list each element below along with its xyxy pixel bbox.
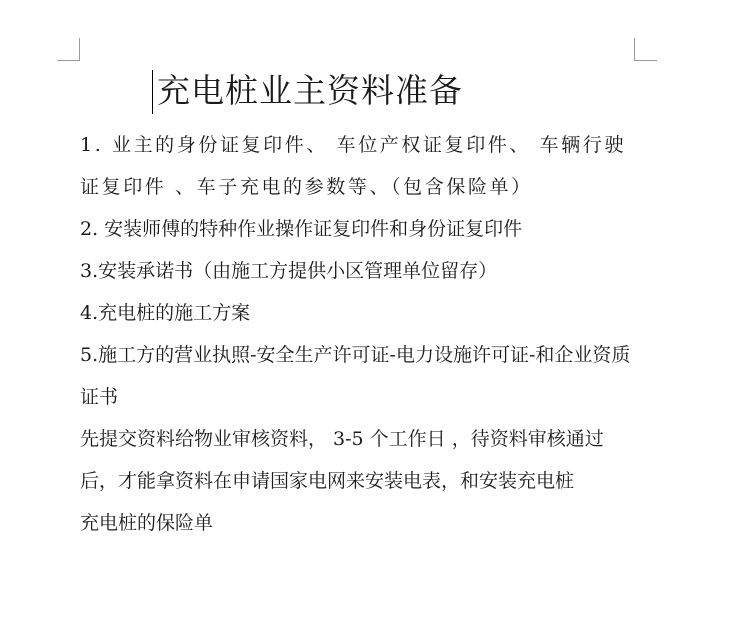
paragraph-item-2[interactable]: 2. 安装师傅的特种作业操作证复印件和身份证复印件 xyxy=(80,218,523,240)
document-body[interactable] xyxy=(80,124,640,544)
page-corner-mark-top-left xyxy=(57,38,80,61)
text-cursor xyxy=(152,70,153,114)
paragraph-review-process[interactable]: 先提交资料给物业审核资料， 3-5 个工作日 ，待资料审核通过后，才能拿资料在申请国家电网来安装电表，和安装充电桩 xyxy=(80,428,604,492)
paragraph-item-3[interactable]: 3.安装承诺书（由施工方提供小区管理单位留存） xyxy=(80,260,498,282)
paragraph-item-5[interactable]: 5.施工方的营业执照-安全生产许可证-电力设施许可证-和企业资质证书 xyxy=(80,344,631,408)
paragraph-insurance[interactable]: 充电桩的保险单 xyxy=(80,512,214,534)
page-corner-mark-top-right xyxy=(634,38,657,61)
paragraph-item-1[interactable]: 1. 业主的身份证复印件、 车位产权证复印件、 车辆行驶证复印件 、车子充电的参数等、（包含保险单） xyxy=(80,134,627,198)
document-title[interactable]: 充电桩业主资料准备 xyxy=(157,71,463,110)
paragraph-item-4[interactable]: 4.充电桩的施工方案 xyxy=(80,302,251,324)
